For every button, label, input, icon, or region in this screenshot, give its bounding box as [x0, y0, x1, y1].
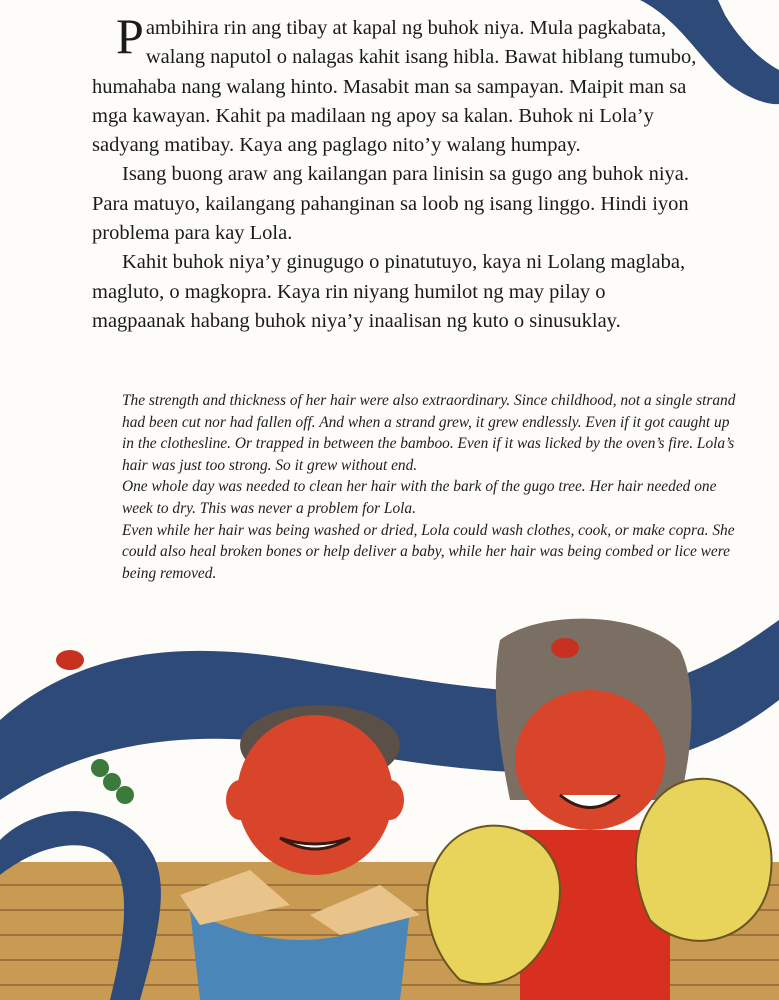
- fan-right: [636, 779, 772, 941]
- filipino-paragraph-1-text: ambihira rin ang tibay at kapal ng buhok niya. Mula pagkabata, walang naputol o nalagas kahit isang hibla. Bawat hiblang tumubo, humahaba nang walang hinto. Masabit man sa sampayan. Maipit man sa mga kawayan. Kahit pa madilaan ng apoy sa kalan. Buhok ni Lola’y sadyang matibay. Kaya ang paglago nito’y walang humpay.: [92, 17, 697, 157]
- drop-cap: P: [116, 8, 144, 64]
- boy-face: [237, 715, 393, 875]
- english-text: [122, 390, 742, 584]
- filipino-paragraph-3: Kahit buhok niya’y ginugugo o pinatutuyo, kaya ni Lolang maglaba, magluto, o magkopra. Kaya rin niyang humilot ng may pilay o magpaanak habang buhok niya’y inaalisan ng kuto o sinusuklay.: [92, 251, 686, 332]
- filipino-text: [92, 8, 702, 336]
- english-paragraph-2: One whole day was needed to clean her hair with the bark of the gugo tree. Her hair needed one week to dry. This was never a problem for Lola.: [122, 478, 717, 517]
- english-paragraph-3: Even while her hair was being washed or dried, Lola could wash clothes, cook, or make copra. She could also heal broken bones or help deliver a baby, while her hair was being combed or lice were being removed.: [122, 521, 735, 582]
- filipino-paragraph-2: Isang buong araw ang kailangan para linisin sa gugo ang buhok niya. Para matuyo, kailangang pahanginan sa loob ng isang linggo. Hindi iyon problema para kay Lola.: [92, 163, 690, 245]
- bug-red-icon: [56, 650, 84, 670]
- boy-ear-left: [226, 780, 254, 820]
- filipino-paragraph-1: [92, 8, 702, 160]
- caterpillar-icon: [91, 759, 134, 804]
- bug-red-right-icon: [551, 638, 579, 658]
- boy-ear-right: [376, 780, 404, 820]
- english-paragraph-1: The strength and thickness of her hair were also extraordinary. Since childhood, not a single strand had been cut nor had fallen off. And when a strand grew, it grew endlessly. Even if it got caught up in the clothesline. Or trapped in between the bamboo. Even if it was licked by the oven’s fire. Lola’s hair was just too strong. So it grew without end.: [122, 392, 736, 474]
